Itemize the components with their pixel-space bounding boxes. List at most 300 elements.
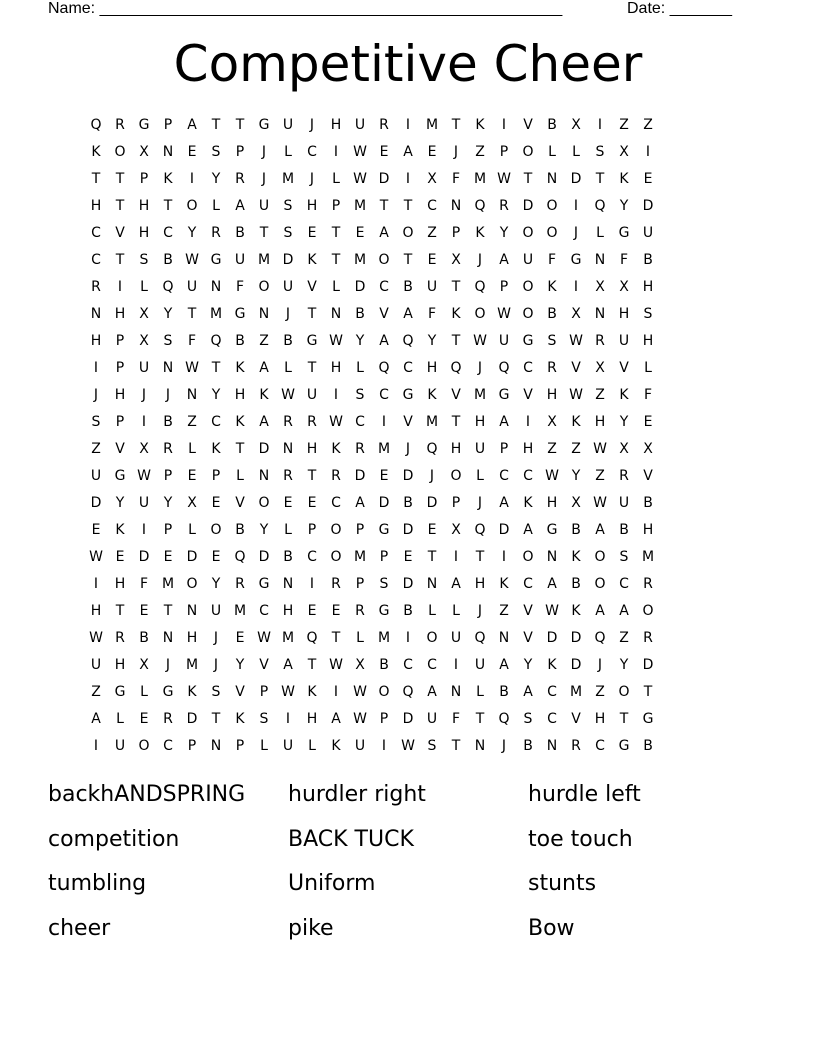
grid-letter[interactable]: B: [163, 413, 173, 430]
grid-letter[interactable]: H: [114, 575, 126, 592]
grid-letter[interactable]: K: [571, 548, 581, 565]
grid-letter[interactable]: R: [211, 224, 221, 241]
grid-letter[interactable]: K: [235, 710, 245, 727]
grid-letter[interactable]: M: [425, 413, 439, 430]
grid-letter[interactable]: H: [90, 332, 102, 349]
grid-letter[interactable]: P: [451, 224, 461, 241]
grid-letter[interactable]: S: [355, 386, 365, 403]
grid-letter[interactable]: T: [475, 548, 485, 565]
grid-letter[interactable]: C: [331, 494, 341, 511]
grid-letter[interactable]: O: [522, 143, 534, 160]
grid-letter[interactable]: V: [451, 386, 461, 403]
grid-letter[interactable]: E: [355, 224, 365, 241]
grid-letter[interactable]: P: [355, 575, 365, 592]
grid-letter[interactable]: R: [499, 197, 509, 214]
grid-letter[interactable]: H: [618, 305, 630, 322]
grid-letter[interactable]: H: [594, 413, 606, 430]
grid-letter[interactable]: O: [450, 467, 462, 484]
grid-letter[interactable]: J: [477, 359, 483, 376]
grid-letter[interactable]: W: [569, 332, 583, 349]
grid-letter[interactable]: S: [619, 548, 629, 565]
grid-letter[interactable]: N: [282, 440, 294, 457]
grid-letter[interactable]: V: [307, 278, 317, 295]
grid-letter[interactable]: Z: [595, 386, 605, 403]
grid-letter[interactable]: S: [595, 143, 605, 160]
grid-letter[interactable]: J: [453, 143, 459, 160]
grid-letter[interactable]: U: [234, 251, 246, 268]
grid-letter[interactable]: Y: [355, 332, 365, 349]
grid-letter[interactable]: J: [573, 224, 579, 241]
grid-letter[interactable]: D: [186, 548, 198, 565]
grid-letter[interactable]: D: [522, 197, 534, 214]
grid-letter[interactable]: H: [546, 386, 558, 403]
grid-letter[interactable]: R: [331, 575, 341, 592]
grid-letter[interactable]: K: [547, 278, 557, 295]
grid-letter[interactable]: C: [427, 197, 437, 214]
grid-letter[interactable]: W: [281, 386, 295, 403]
grid-letter[interactable]: U: [186, 278, 198, 295]
grid-letter[interactable]: T: [235, 440, 245, 457]
grid-letter[interactable]: K: [235, 359, 245, 376]
grid-letter[interactable]: L: [476, 467, 484, 484]
grid-letter[interactable]: X: [355, 656, 365, 673]
grid-letter[interactable]: I: [453, 548, 459, 565]
grid-letter[interactable]: T: [451, 413, 461, 430]
grid-letter[interactable]: H: [330, 116, 342, 133]
grid-letter[interactable]: E: [211, 494, 221, 511]
grid-letter[interactable]: M: [353, 197, 367, 214]
grid-letter[interactable]: W: [473, 332, 487, 349]
grid-letter[interactable]: D: [570, 656, 582, 673]
grid-letter[interactable]: N: [210, 737, 222, 754]
grid-letter[interactable]: C: [379, 386, 389, 403]
grid-letter[interactable]: T: [163, 602, 173, 619]
grid-letter[interactable]: W: [257, 629, 271, 646]
grid-letter[interactable]: N: [450, 683, 462, 700]
grid-letter[interactable]: Y: [187, 224, 197, 241]
grid-letter[interactable]: C: [403, 656, 413, 673]
grid-letter[interactable]: M: [161, 575, 175, 592]
grid-letter[interactable]: O: [378, 251, 390, 268]
grid-letter[interactable]: K: [571, 602, 581, 619]
grid-letter[interactable]: T: [211, 710, 221, 727]
grid-letter[interactable]: V: [571, 710, 581, 727]
grid-letter[interactable]: T: [187, 305, 197, 322]
grid-letter[interactable]: H: [138, 197, 150, 214]
grid-letter[interactable]: P: [499, 143, 509, 160]
grid-letter[interactable]: O: [546, 197, 558, 214]
grid-letter[interactable]: L: [188, 521, 196, 538]
grid-letter[interactable]: N: [162, 359, 174, 376]
grid-letter[interactable]: N: [162, 629, 174, 646]
grid-letter[interactable]: O: [258, 278, 270, 295]
grid-letter[interactable]: L: [140, 278, 148, 295]
grid-letter[interactable]: O: [138, 737, 150, 754]
grid-letter[interactable]: O: [522, 224, 534, 241]
grid-letter[interactable]: W: [545, 602, 559, 619]
grid-letter[interactable]: C: [307, 548, 317, 565]
grid-letter[interactable]: I: [309, 575, 315, 592]
grid-letter[interactable]: P: [355, 521, 365, 538]
grid-letter[interactable]: H: [474, 575, 486, 592]
grid-letter[interactable]: K: [547, 656, 557, 673]
grid-letter[interactable]: X: [139, 305, 149, 322]
grid-letter[interactable]: R: [595, 332, 605, 349]
grid-letter[interactable]: L: [140, 683, 148, 700]
grid-letter[interactable]: Y: [211, 575, 221, 592]
grid-letter[interactable]: P: [211, 467, 221, 484]
grid-letter[interactable]: E: [307, 602, 317, 619]
grid-letter[interactable]: J: [261, 143, 267, 160]
grid-letter[interactable]: M: [569, 683, 583, 700]
grid-letter[interactable]: R: [355, 440, 365, 457]
grid-letter[interactable]: W: [353, 710, 367, 727]
grid-letter[interactable]: V: [523, 386, 533, 403]
grid-letter[interactable]: D: [402, 710, 414, 727]
grid-letter[interactable]: M: [473, 386, 487, 403]
grid-letter[interactable]: M: [209, 305, 223, 322]
grid-letter[interactable]: K: [499, 575, 509, 592]
grid-letter[interactable]: S: [643, 305, 653, 322]
grid-letter[interactable]: J: [165, 656, 171, 673]
grid-letter[interactable]: N: [426, 575, 438, 592]
grid-letter[interactable]: D: [90, 494, 102, 511]
grid-letter[interactable]: T: [331, 629, 341, 646]
grid-letter[interactable]: U: [138, 494, 150, 511]
grid-letter[interactable]: H: [546, 494, 558, 511]
grid-letter[interactable]: K: [235, 413, 245, 430]
grid-letter[interactable]: Y: [163, 305, 173, 322]
grid-letter[interactable]: R: [283, 467, 293, 484]
grid-letter[interactable]: W: [497, 170, 511, 187]
grid-letter[interactable]: H: [234, 386, 246, 403]
grid-letter[interactable]: D: [402, 521, 414, 538]
grid-letter[interactable]: R: [331, 467, 341, 484]
grid-letter[interactable]: A: [547, 575, 557, 592]
grid-letter[interactable]: T: [523, 170, 533, 187]
grid-letter[interactable]: L: [452, 602, 460, 619]
grid-letter[interactable]: L: [548, 143, 556, 160]
grid-letter[interactable]: E: [403, 548, 413, 565]
grid-letter[interactable]: F: [451, 170, 461, 187]
grid-letter[interactable]: Z: [595, 683, 605, 700]
grid-letter[interactable]: H: [306, 710, 318, 727]
grid-letter[interactable]: T: [307, 305, 317, 322]
grid-letter[interactable]: H: [474, 413, 486, 430]
grid-letter[interactable]: H: [450, 440, 462, 457]
grid-letter[interactable]: A: [283, 656, 293, 673]
grid-letter[interactable]: B: [547, 305, 557, 322]
grid-letter[interactable]: X: [619, 440, 629, 457]
grid-letter[interactable]: G: [306, 332, 318, 349]
grid-letter[interactable]: Z: [499, 602, 509, 619]
grid-letter[interactable]: K: [475, 224, 485, 241]
grid-letter[interactable]: H: [114, 386, 126, 403]
grid-letter[interactable]: B: [547, 116, 557, 133]
grid-letter[interactable]: I: [93, 575, 99, 592]
grid-letter[interactable]: N: [330, 305, 342, 322]
grid-letter[interactable]: L: [332, 278, 340, 295]
grid-letter[interactable]: A: [403, 305, 413, 322]
grid-letter[interactable]: I: [501, 116, 507, 133]
grid-letter[interactable]: W: [353, 683, 367, 700]
grid-letter[interactable]: S: [283, 197, 293, 214]
grid-letter[interactable]: S: [283, 224, 293, 241]
grid-letter[interactable]: E: [427, 251, 437, 268]
grid-letter[interactable]: U: [474, 656, 486, 673]
grid-letter[interactable]: L: [428, 602, 436, 619]
grid-letter[interactable]: I: [381, 737, 387, 754]
grid-letter[interactable]: X: [427, 170, 437, 187]
grid-letter[interactable]: K: [331, 440, 341, 457]
grid-letter[interactable]: F: [619, 251, 629, 268]
grid-letter[interactable]: S: [523, 710, 533, 727]
grid-letter[interactable]: W: [281, 683, 295, 700]
grid-letter[interactable]: A: [499, 656, 509, 673]
grid-letter[interactable]: T: [115, 170, 125, 187]
grid-letter[interactable]: V: [259, 656, 269, 673]
grid-letter[interactable]: F: [235, 278, 245, 295]
grid-letter[interactable]: M: [641, 548, 655, 565]
grid-letter[interactable]: W: [353, 170, 367, 187]
grid-letter[interactable]: X: [547, 413, 557, 430]
grid-letter[interactable]: Q: [402, 683, 414, 700]
grid-letter[interactable]: D: [258, 440, 270, 457]
grid-letter[interactable]: C: [91, 251, 101, 268]
grid-letter[interactable]: R: [307, 413, 317, 430]
grid-letter[interactable]: D: [138, 548, 150, 565]
grid-letter[interactable]: N: [474, 737, 486, 754]
grid-letter[interactable]: F: [187, 332, 197, 349]
grid-letter[interactable]: C: [547, 710, 557, 727]
grid-letter[interactable]: O: [594, 548, 606, 565]
grid-letter[interactable]: D: [186, 710, 198, 727]
grid-letter[interactable]: E: [163, 548, 173, 565]
grid-letter[interactable]: N: [90, 305, 102, 322]
grid-letter[interactable]: Y: [499, 224, 509, 241]
grid-letter[interactable]: I: [189, 170, 195, 187]
grid-letter[interactable]: R: [163, 440, 173, 457]
grid-letter[interactable]: P: [259, 683, 269, 700]
grid-letter[interactable]: O: [378, 683, 390, 700]
grid-letter[interactable]: K: [307, 251, 317, 268]
grid-letter[interactable]: N: [594, 251, 606, 268]
grid-letter[interactable]: K: [523, 494, 533, 511]
grid-letter[interactable]: J: [477, 251, 483, 268]
grid-letter[interactable]: R: [115, 116, 125, 133]
grid-letter[interactable]: I: [381, 413, 387, 430]
grid-letter[interactable]: T: [451, 737, 461, 754]
grid-letter[interactable]: C: [523, 575, 533, 592]
grid-letter[interactable]: B: [523, 737, 533, 754]
grid-letter[interactable]: B: [379, 656, 389, 673]
grid-letter[interactable]: N: [282, 575, 294, 592]
grid-letter[interactable]: N: [546, 170, 558, 187]
grid-letter[interactable]: R: [235, 170, 245, 187]
grid-letter[interactable]: I: [501, 548, 507, 565]
grid-letter[interactable]: B: [355, 305, 365, 322]
grid-letter[interactable]: W: [329, 656, 343, 673]
grid-letter[interactable]: V: [235, 494, 245, 511]
grid-letter[interactable]: I: [405, 170, 411, 187]
grid-letter[interactable]: S: [379, 575, 389, 592]
grid-letter[interactable]: G: [498, 386, 510, 403]
grid-letter[interactable]: U: [258, 197, 270, 214]
grid-letter[interactable]: C: [619, 575, 629, 592]
grid-letter[interactable]: S: [91, 413, 101, 430]
grid-letter[interactable]: D: [378, 494, 390, 511]
grid-letter[interactable]: A: [379, 224, 389, 241]
grid-letter[interactable]: Z: [259, 332, 269, 349]
grid-letter[interactable]: Z: [91, 683, 101, 700]
grid-letter[interactable]: T: [307, 467, 317, 484]
grid-letter[interactable]: O: [642, 602, 654, 619]
grid-letter[interactable]: L: [188, 440, 196, 457]
grid-letter[interactable]: T: [163, 197, 173, 214]
grid-letter[interactable]: X: [139, 332, 149, 349]
grid-letter[interactable]: A: [403, 143, 413, 160]
grid-letter[interactable]: W: [329, 413, 343, 430]
grid-letter[interactable]: M: [233, 602, 247, 619]
grid-letter[interactable]: S: [547, 332, 557, 349]
grid-letter[interactable]: K: [259, 386, 269, 403]
grid-letter[interactable]: V: [235, 683, 245, 700]
grid-letter[interactable]: D: [570, 170, 582, 187]
grid-letter[interactable]: P: [187, 737, 197, 754]
grid-letter[interactable]: D: [642, 656, 654, 673]
grid-letter[interactable]: U: [354, 737, 366, 754]
grid-letter[interactable]: N: [186, 602, 198, 619]
grid-letter[interactable]: N: [186, 386, 198, 403]
grid-letter[interactable]: K: [619, 170, 629, 187]
grid-letter[interactable]: Z: [475, 143, 485, 160]
grid-letter[interactable]: Z: [571, 440, 581, 457]
grid-letter[interactable]: P: [163, 116, 173, 133]
grid-letter[interactable]: D: [402, 467, 414, 484]
grid-letter[interactable]: U: [90, 656, 102, 673]
grid-letter[interactable]: U: [450, 629, 462, 646]
grid-letter[interactable]: V: [523, 116, 533, 133]
grid-letter[interactable]: Z: [595, 467, 605, 484]
grid-letter[interactable]: Q: [474, 521, 486, 538]
grid-letter[interactable]: C: [307, 143, 317, 160]
grid-letter[interactable]: C: [547, 683, 557, 700]
grid-letter[interactable]: J: [429, 467, 435, 484]
grid-letter[interactable]: W: [185, 251, 199, 268]
grid-letter[interactable]: T: [307, 359, 317, 376]
grid-letter[interactable]: Q: [306, 629, 318, 646]
grid-letter[interactable]: E: [283, 494, 293, 511]
grid-letter[interactable]: C: [355, 413, 365, 430]
grid-letter[interactable]: I: [333, 386, 339, 403]
grid-letter[interactable]: Y: [115, 494, 125, 511]
grid-letter[interactable]: A: [619, 602, 629, 619]
grid-letter[interactable]: Q: [450, 359, 462, 376]
grid-letter[interactable]: J: [213, 656, 219, 673]
grid-letter[interactable]: A: [187, 116, 197, 133]
grid-letter[interactable]: F: [643, 386, 653, 403]
grid-letter[interactable]: K: [619, 386, 629, 403]
grid-letter[interactable]: F: [427, 305, 437, 322]
grid-letter[interactable]: G: [162, 683, 174, 700]
grid-letter[interactable]: Q: [234, 548, 246, 565]
grid-letter[interactable]: I: [141, 521, 147, 538]
grid-letter[interactable]: J: [165, 386, 171, 403]
grid-letter[interactable]: A: [595, 521, 605, 538]
grid-letter[interactable]: T: [451, 278, 461, 295]
grid-letter[interactable]: V: [379, 305, 389, 322]
grid-letter[interactable]: G: [378, 602, 390, 619]
grid-letter[interactable]: J: [405, 440, 411, 457]
grid-letter[interactable]: M: [353, 251, 367, 268]
grid-letter[interactable]: W: [137, 467, 151, 484]
grid-letter[interactable]: X: [139, 440, 149, 457]
grid-letter[interactable]: E: [643, 170, 653, 187]
grid-letter[interactable]: S: [139, 251, 149, 268]
grid-letter[interactable]: A: [523, 521, 533, 538]
grid-letter[interactable]: A: [259, 413, 269, 430]
grid-letter[interactable]: E: [115, 548, 125, 565]
grid-letter[interactable]: T: [643, 683, 653, 700]
grid-letter[interactable]: P: [451, 494, 461, 511]
grid-letter[interactable]: V: [523, 629, 533, 646]
grid-letter[interactable]: O: [402, 224, 414, 241]
grid-letter[interactable]: R: [379, 116, 389, 133]
grid-letter[interactable]: Y: [619, 656, 629, 673]
grid-letter[interactable]: X: [595, 278, 605, 295]
grid-letter[interactable]: L: [596, 224, 604, 241]
grid-letter[interactable]: C: [91, 224, 101, 241]
grid-letter[interactable]: O: [114, 143, 126, 160]
grid-letter[interactable]: U: [282, 737, 294, 754]
grid-letter[interactable]: J: [309, 116, 315, 133]
grid-letter[interactable]: T: [91, 170, 101, 187]
grid-letter[interactable]: C: [523, 467, 533, 484]
grid-letter[interactable]: Z: [619, 116, 629, 133]
grid-letter[interactable]: R: [547, 359, 557, 376]
grid-letter[interactable]: J: [477, 602, 483, 619]
grid-letter[interactable]: L: [572, 143, 580, 160]
grid-letter[interactable]: Q: [426, 440, 438, 457]
grid-letter[interactable]: H: [138, 224, 150, 241]
grid-letter[interactable]: J: [261, 170, 267, 187]
grid-letter[interactable]: J: [213, 629, 219, 646]
grid-letter[interactable]: C: [427, 656, 437, 673]
grid-letter[interactable]: J: [93, 386, 99, 403]
grid-letter[interactable]: H: [306, 197, 318, 214]
grid-letter[interactable]: D: [546, 629, 558, 646]
grid-letter[interactable]: K: [475, 116, 485, 133]
grid-letter[interactable]: J: [141, 386, 147, 403]
grid-letter[interactable]: C: [523, 359, 533, 376]
grid-letter[interactable]: K: [571, 413, 581, 430]
grid-letter[interactable]: M: [281, 629, 295, 646]
grid-letter[interactable]: S: [163, 332, 173, 349]
grid-letter[interactable]: M: [257, 251, 271, 268]
grid-letter[interactable]: Y: [571, 467, 581, 484]
grid-letter[interactable]: P: [331, 197, 341, 214]
grid-letter[interactable]: W: [401, 737, 415, 754]
grid-letter[interactable]: F: [547, 251, 557, 268]
grid-letter[interactable]: E: [187, 467, 197, 484]
grid-letter[interactable]: W: [593, 440, 607, 457]
grid-letter[interactable]: R: [115, 629, 125, 646]
grid-letter[interactable]: K: [211, 440, 221, 457]
date-field[interactable]: Date: _______: [627, 0, 732, 17]
grid-letter[interactable]: Y: [235, 656, 245, 673]
grid-letter[interactable]: Z: [547, 440, 557, 457]
grid-letter[interactable]: L: [212, 197, 220, 214]
